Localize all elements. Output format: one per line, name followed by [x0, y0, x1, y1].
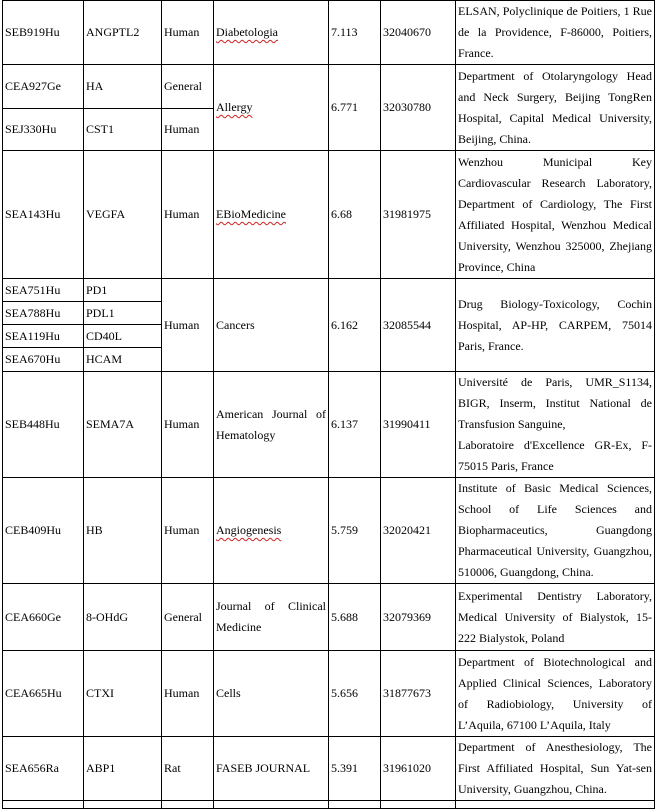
- affiliation-cell: Drug Biology-Toxicology, Cochin Hospital, AP-HP, CARPEM, 75014 Paris, France.: [456, 279, 655, 372]
- species-cell: Human: [162, 151, 214, 279]
- target-cell: PDL1: [84, 302, 162, 325]
- pmid-cell: 31990411: [381, 372, 456, 478]
- product-code-cell: SEB448Hu: [3, 372, 84, 478]
- product-code-cell: SEB919Hu: [3, 1, 84, 65]
- pmid-cell: 32040670: [381, 1, 456, 65]
- product-code-cell: SEA656Ra: [3, 737, 84, 801]
- table-row: [3, 372, 655, 478]
- empty-cell: [214, 801, 329, 809]
- pmid-cell: 31961020: [381, 737, 456, 801]
- impact-factor-cell: 6.137: [329, 372, 381, 478]
- target-cell: ANGPTL2: [84, 1, 162, 65]
- empty-cell: [84, 801, 162, 809]
- impact-factor-cell: 7.113: [329, 1, 381, 65]
- table-row: [3, 584, 655, 651]
- table-row: [3, 151, 655, 279]
- species-cell: Human: [162, 651, 214, 737]
- journal-cell: Cells: [214, 651, 329, 737]
- affiliation-cell: Institute of Basic Medical Sciences, School of Life Sciences and Biopharmaceutics, Guangdong Pharmaceutical University, Guangzhou, 510006, Guangdong, China.: [456, 478, 655, 584]
- journal-cell: Diabetologia: [214, 1, 329, 65]
- affiliation-line: Université de Paris, UMR_S1134, BIGR, Inserm, Institut National de Transfusion Sanguine,: [458, 375, 652, 431]
- affiliation-cell: Department of Anesthesiology, The First Affiliated Hospital, Sun Yat-sen University, Guangzhou, China.: [456, 737, 655, 801]
- species-cell: Human: [162, 279, 214, 372]
- product-citation-table: [2, 0, 655, 809]
- affiliation-cell: Department of Biotechnological and Applied Clinical Sciences, Laboratory of Radiobiology, University of L’Aquila, 67100 L’Aquila, Italy: [456, 651, 655, 737]
- table-row: [3, 65, 655, 109]
- empty-cell: [381, 801, 456, 809]
- affiliation-cell: Experimental Dentistry Laboratory, Medical University of Bialystok, 15-222 Bialystok, Poland: [456, 584, 655, 651]
- target-cell: ABP1: [84, 737, 162, 801]
- target-cell: HCAM: [84, 348, 162, 372]
- target-cell: HB: [84, 478, 162, 584]
- product-code-cell: SEA119Hu: [3, 325, 84, 348]
- impact-factor-cell: 6.771: [329, 65, 381, 151]
- species-cell: Human: [162, 1, 214, 65]
- table-row: [3, 651, 655, 737]
- product-code-cell: CEA665Hu: [3, 651, 84, 737]
- product-code-cell: CEA660Ge: [3, 584, 84, 651]
- empty-cell: [456, 801, 655, 809]
- journal-cell: Journal of Clinical Medicine: [214, 584, 329, 651]
- product-code-cell: SEA670Hu: [3, 348, 84, 372]
- target-cell: VEGFA: [84, 151, 162, 279]
- target-cell: SEMA7A: [84, 372, 162, 478]
- impact-factor-cell: 6.68: [329, 151, 381, 279]
- journal-cell: Angiogenesis: [214, 478, 329, 584]
- impact-factor-cell: 6.162: [329, 279, 381, 372]
- target-cell: CD40L: [84, 325, 162, 348]
- product-code-cell: CEB409Hu: [3, 478, 84, 584]
- target-cell: CST1: [84, 109, 162, 151]
- affiliation-cell: Department of Otolaryngology Head and Neck Surgery, Beijing TongRen Hospital, Capital Medical University, Beijing, China.: [456, 65, 655, 151]
- journal-cell: American Journal of Hematology: [214, 372, 329, 478]
- table-row: [3, 279, 655, 302]
- species-cell: Human: [162, 372, 214, 478]
- journal-cell: Cancers: [214, 279, 329, 372]
- empty-cell: [162, 801, 214, 809]
- empty-cell: [3, 801, 84, 809]
- journal-cell: Allergy: [214, 65, 329, 151]
- product-code-cell: SEA143Hu: [3, 151, 84, 279]
- affiliation-cell: [456, 372, 655, 478]
- target-cell: PD1: [84, 279, 162, 302]
- species-cell: General: [162, 65, 214, 109]
- product-code-cell: SEA751Hu: [3, 279, 84, 302]
- impact-factor-cell: 5.656: [329, 651, 381, 737]
- pmid-cell: 32030780: [381, 65, 456, 151]
- product-code-cell: CEA927Ge: [3, 65, 84, 109]
- species-cell: Rat: [162, 737, 214, 801]
- pmid-cell: 32085544: [381, 279, 456, 372]
- table-row: [3, 478, 655, 584]
- species-cell: Human: [162, 478, 214, 584]
- pmid-cell: 31877673: [381, 651, 456, 737]
- target-cell: CTXI: [84, 651, 162, 737]
- table-row: [3, 801, 655, 809]
- journal-cell: FASEB JOURNAL: [214, 737, 329, 801]
- impact-factor-cell: 5.759: [329, 478, 381, 584]
- target-cell: 8-OHdG: [84, 584, 162, 651]
- impact-factor-cell: 5.391: [329, 737, 381, 801]
- pmid-cell: 31981975: [381, 151, 456, 279]
- pmid-cell: 32079369: [381, 584, 456, 651]
- product-code-cell: SEJ330Hu: [3, 109, 84, 151]
- impact-factor-cell: 5.688: [329, 584, 381, 651]
- product-code-cell: SEA788Hu: [3, 302, 84, 325]
- empty-cell: [329, 801, 381, 809]
- target-cell: HA: [84, 65, 162, 109]
- affiliation-cell: Wenzhou Municipal Key Cardiovascular Research Laboratory, Department of Cardiology, The First Affiliated Hospital, Wenzhou Medical University, Wenzhou 325000, Zhejiang Province, China: [456, 151, 655, 279]
- species-cell: General: [162, 584, 214, 651]
- affiliation-line: Laboratoire d'Excellence GR-Ex, F-75015 Paris, France: [458, 438, 652, 473]
- table-row: [3, 737, 655, 801]
- journal-cell: EBioMedicine: [214, 151, 329, 279]
- table-row: [3, 1, 655, 65]
- affiliation-cell: ELSAN, Polyclinique de Poitiers, 1 Rue de la Providence, F-86000, Poitiers, France.: [456, 1, 655, 65]
- pmid-cell: 32020421: [381, 478, 456, 584]
- species-cell: Human: [162, 109, 214, 151]
